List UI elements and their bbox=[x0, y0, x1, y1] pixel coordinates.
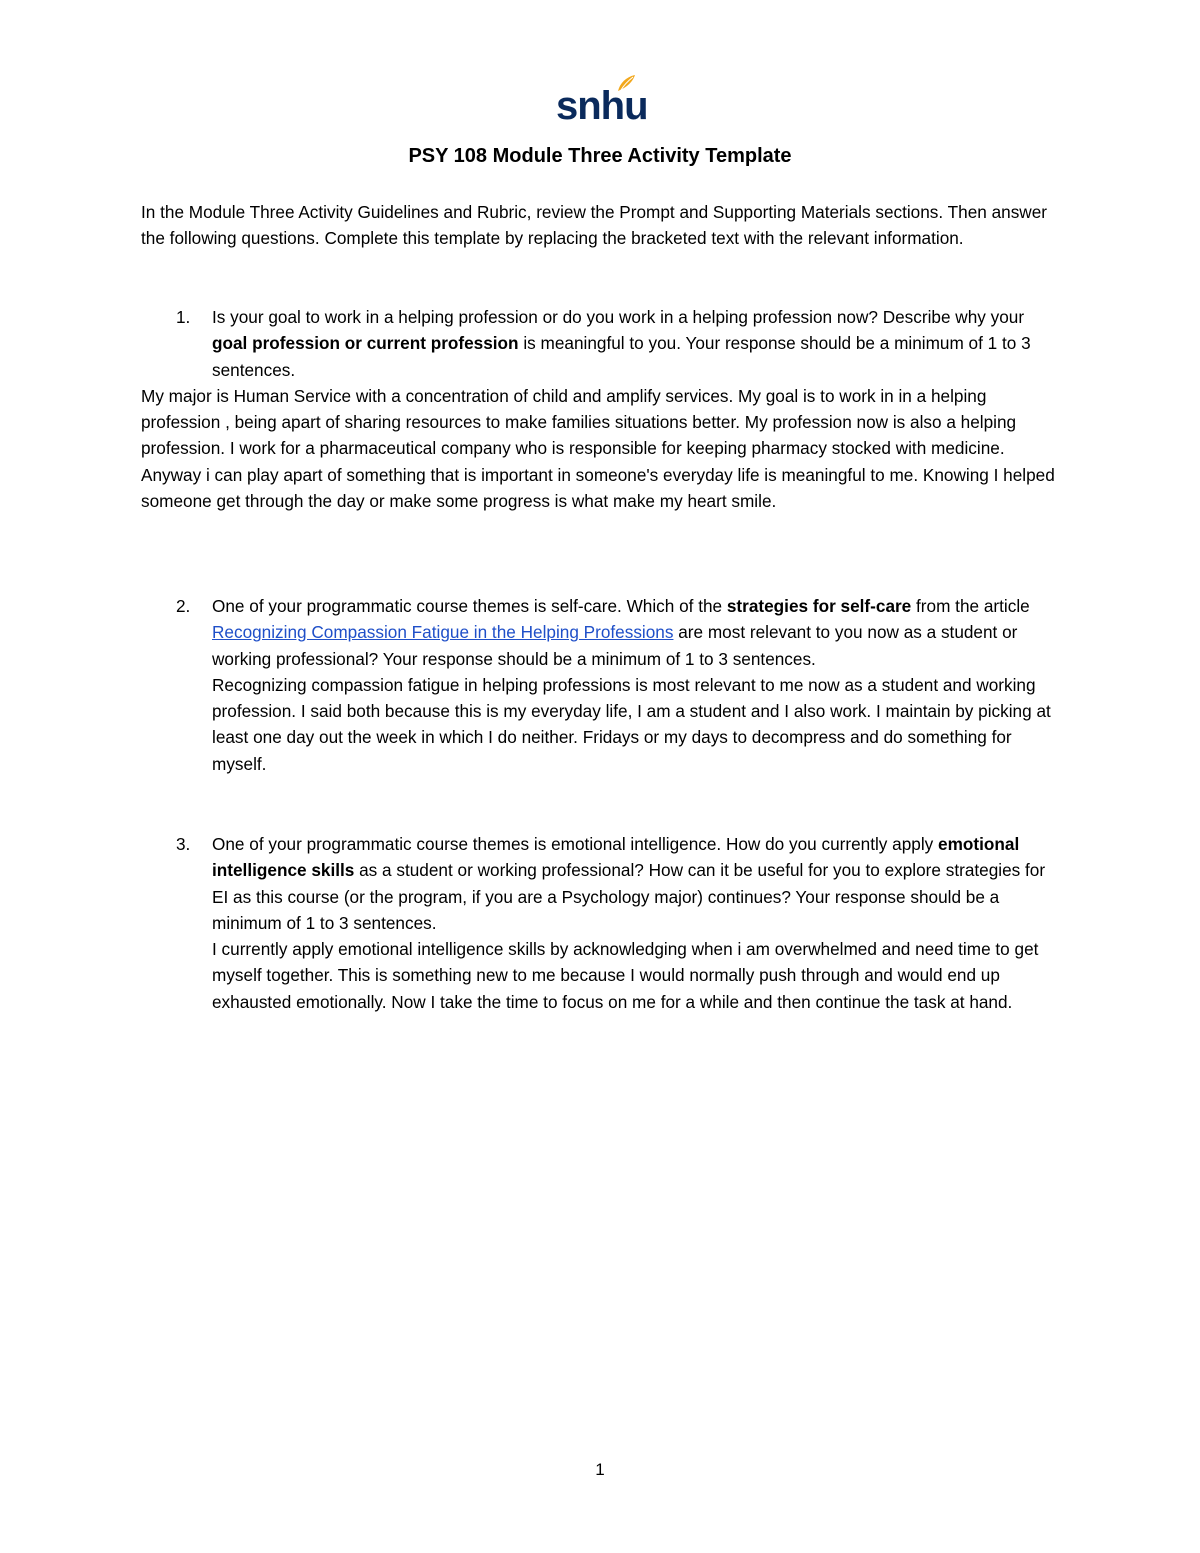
prompt-bold-text: strategies for self-care bbox=[726, 596, 912, 616]
question-3-answer: I currently apply emotional intelligence skills by acknowledging when i am overwhelmed and need time to get myself together. This is something new to me because I would normally push through and would end up exhausted emotionally. Now I take the time to focus on me for a while and then continue the task at hand. bbox=[212, 939, 1039, 1012]
prompt-bold-text: emotional intelligence skills bbox=[212, 834, 1020, 881]
prompt-text: are most relevant to you now as a student or working professional? Your response should be a minimum of 1 to 3 sentences. bbox=[212, 622, 1018, 669]
intro-paragraph: In the Module Three Activity Guidelines and Rubric, review the Prompt and Supporting Materials sections. Then answer the following questions. Complete this template by replacing the bracketed text with the relevant information. bbox=[141, 202, 1047, 249]
prompt-bold-text: goal profession or current profession bbox=[212, 333, 519, 354]
page-title: PSY 108 Module Three Activity Template bbox=[408, 145, 792, 167]
prompt-text: One of your programmatic course themes is self-care. Which of the bbox=[212, 596, 727, 616]
question-3-prompt bbox=[141, 831, 1061, 936]
question-number: 1. bbox=[176, 307, 191, 327]
article-link[interactable]: Recognizing Compassion Fatigue in the Helping Professions bbox=[212, 622, 674, 643]
question-2-answer: Recognizing compassion fatigue in helping professions is most relevant to me now as a student and working profession. I said both because this is my everyday life, I am a student and I also work. I maintain by picking at least one day out the week in which I do neither. Fridays or my days to decompress and do something for myself. bbox=[212, 674, 1051, 774]
prompt-text: One of your programmatic course themes is emotional intelligence. How do you currently apply bbox=[212, 834, 939, 854]
question-1-answer: My major is Human Service with a concentration of child and amplify services. My goal is to work in in a helping profession , being apart of sharing resources to make families situations better. My profession now is also a helping profession. I work for a pharmaceutical company who is responsible for keeping pharmacy stocked with medicine. Anyway i can play apart of something that is important in someone's everyday life is meaningful to me. Knowing I helped someone get through the day or make some progress is what make my heart smile. bbox=[141, 385, 1055, 512]
question-2 bbox=[141, 593, 1061, 777]
question-number: 2. bbox=[176, 596, 191, 616]
question-1 bbox=[141, 304, 1061, 514]
page-number: 1 bbox=[595, 1460, 605, 1479]
question-number: 3. bbox=[176, 834, 191, 854]
prompt-text: is meaningful to you. Your response should be a minimum of 1 to 3 sentences. bbox=[212, 333, 1031, 380]
question-2-prompt bbox=[141, 593, 1061, 672]
snhu-logo bbox=[556, 74, 648, 134]
logo-wordmark: snhu bbox=[556, 84, 648, 128]
prompt-text: from the article bbox=[911, 596, 1030, 616]
prompt-text: Is your goal to work in a helping profession or do you work in a helping profession now? Describe why your bbox=[212, 307, 1025, 327]
question-3 bbox=[141, 831, 1061, 1015]
prompt-text: as a student or working professional? How can it be useful for you to explore strategies for EI as this course (or the program, if you are a Psychology major) continues? Your response should be a minimum of 1 to 3 sentences. bbox=[212, 860, 1046, 933]
question-1-prompt bbox=[141, 304, 1061, 383]
